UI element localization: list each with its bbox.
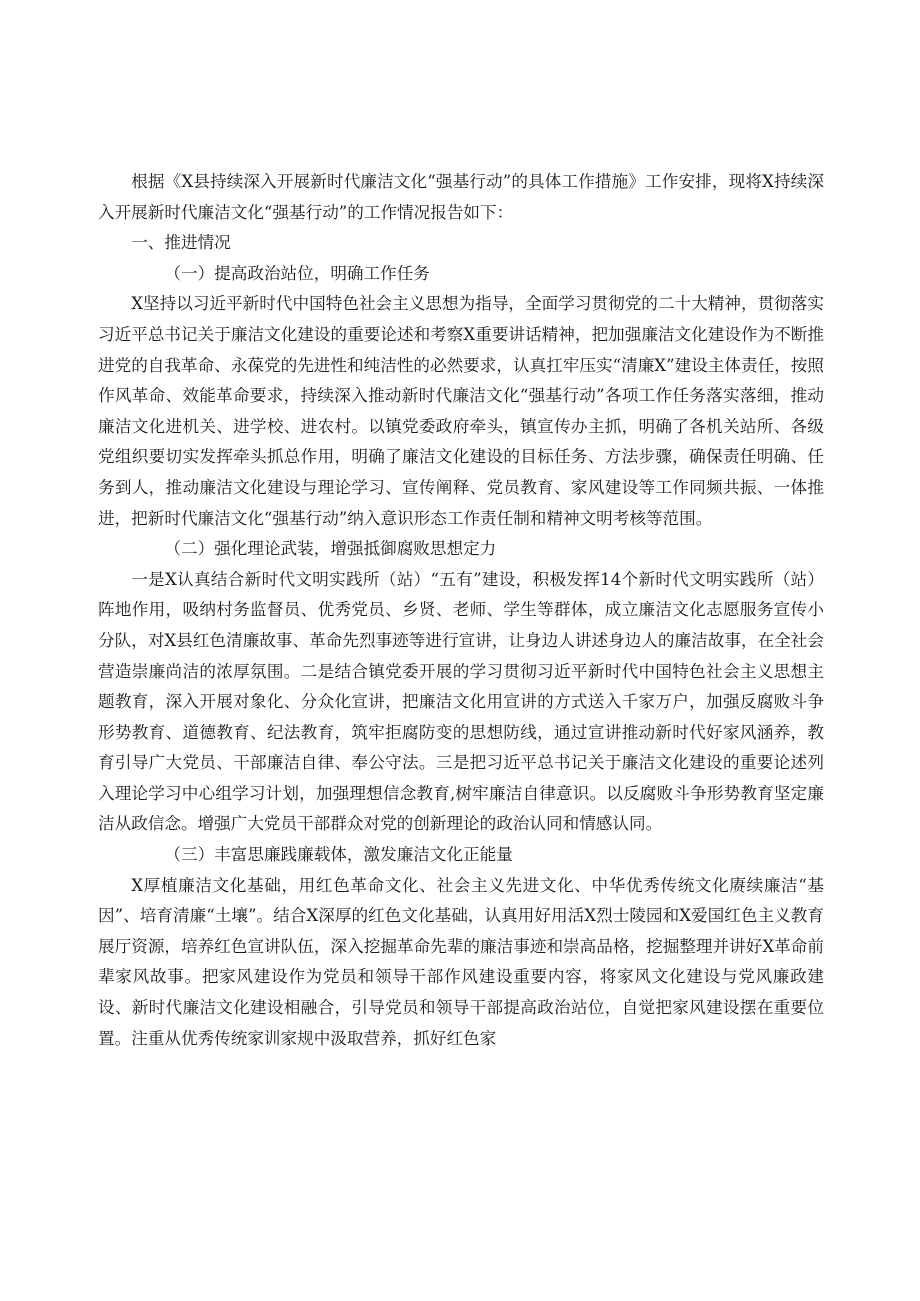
section-heading: 一、推进情况 [131,233,231,253]
document-body [98,167,824,1054]
intro-paragraph: 根据《X县持续深入开展新时代廉洁文化“强基行动”的具体工作措施》工作安排，现将X持续深入开展新时代廉洁文化“强基行动”的工作情况报告如下： [98,172,824,222]
subsection-heading: （三）丰富思廉践廉载体，激发廉洁文化正能量 [164,845,513,865]
body-paragraph: 一是X认真结合新时代文明实践所（站）“五有”建设，积极发挥14个新时代文明实践所（站）阵地作用，吸纳村务监督员、优秀党员、乡贤、老师、学生等群体，成立廉洁文化志愿服务宣传小分队，对X县红色清廉故事、革命先烈事迹等进行宣讲，让身边人讲述身边人的廉洁故事，在全社会营造崇廉尚洁的浓厚氛围。二是结合镇党委开展的学习贯彻习近平新时代中国特色社会主义思想主题教育，深入开展对象化、分众化宣讲，把廉洁文化用宣讲的方式送入千家万户，加强反腐败斗争形势教育、道德教育、纪法教育，筑牢拒腐防变的思想防线，通过宣讲推动新时代好家风涵养，教育引导广大党员、干部廉洁自律、奉公守法。三是把习近平总书记关于廉洁文化建设的重要论述列入理论学习中心组学习计划，加强理想信念教育,树牢廉洁自律意识。以反腐败斗争形势教育坚定廉洁从政信念。增强广大党员干部群众对党的创新理论的政治认同和情感认同。 [98,569,824,834]
body-paragraph: X坚持以习近平新时代中国特色社会主义思想为指导，全面学习贯彻党的二十大精神，贯彻落实习近平总书记关于廉洁文化建设的重要论述和考察X重要讲话精神，把加强廉洁文化建设作为不断推进党的自我革命、永葆党的先进性和纯洁性的必然要求，认真扛牢压实“清廉X”建设主体责任，按照作风革命、效能革命要求，持续深入推动新时代廉洁文化“强基行动”各项工作任务落实落细，推动廉洁文化进机关、进学校、进农村。以镇党委政府牵头，镇宣传办主抓，明确了各机关站所、各级党组织要切实发挥牵头抓总作用，明确了廉洁文化建设的目标任务、方法步骤，确保责任明确、任务到人，推动廉洁文化建设与理论学习、宣传阐释、党员教育、家风建设等工作同频共振、一体推进，把新时代廉洁文化“强基行动”纳入意识形态工作责任制和精神文明考核等范围。 [98,294,824,528]
subsection-heading: （一）提高政治站位，明确工作任务 [164,263,430,283]
subsection-heading: （二）强化理论武装，增强抵御腐败思想定力 [164,539,497,559]
body-paragraph: X厚植廉洁文化基础，用红色革命文化、社会主义先进文化、中华优秀传统文化赓续廉洁“基因”、培育清廉“土壤”。结合X深厚的红色文化基础，认真用好用活X烈士陵园和X爱国红色主义教育展厅资源，培养红色宣讲队伍，深入挖掘革命先辈的廉洁事迹和崇高品格，挖掘整理并讲好X革命前辈家风故事。把家风建设作为党员和领导干部作风建设重要内容，将家风文化建设与党风廉政建设、新时代廉洁文化建设相融合，引导党员和领导干部提高政治站位，自觉把家风建设摆在重要位置。注重从优秀传统家训家规中汲取营养，抓好红色家 [98,875,824,1048]
